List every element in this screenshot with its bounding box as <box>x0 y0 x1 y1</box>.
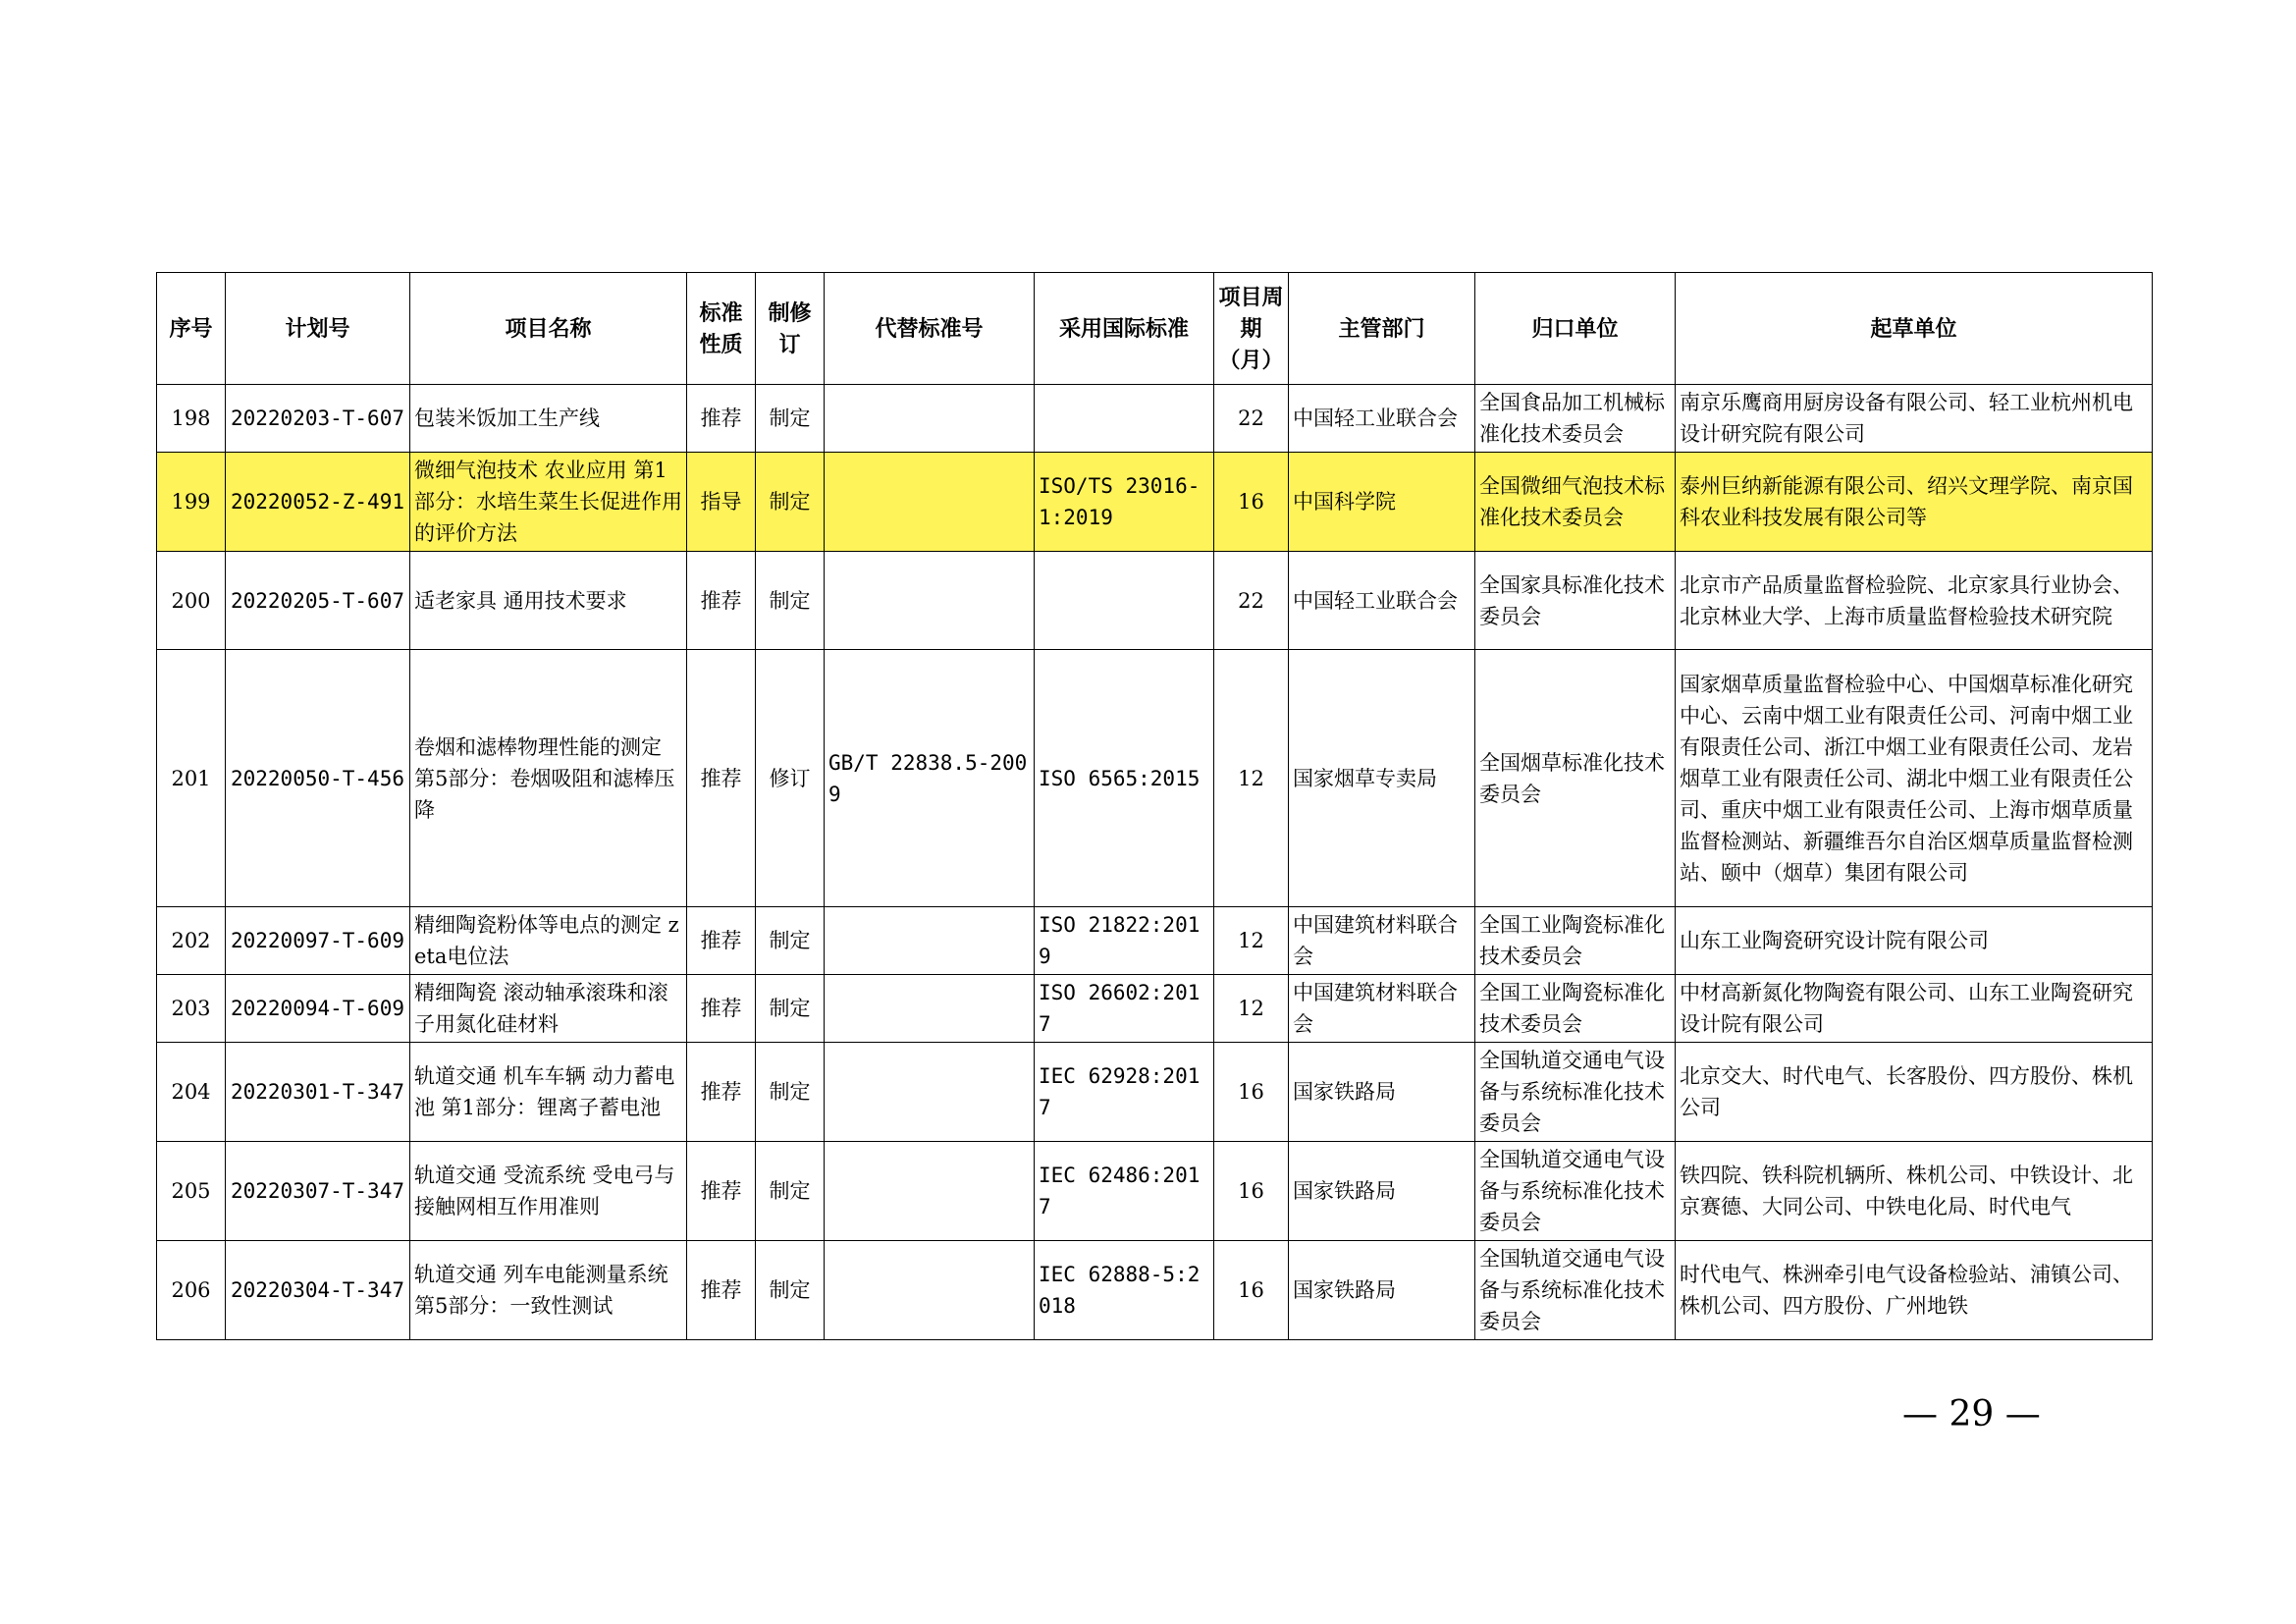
cell-dept: 国家烟草专卖局 <box>1289 650 1475 907</box>
cell-name: 精细陶瓷 滚动轴承滚珠和滚子用氮化硅材料 <box>410 975 687 1043</box>
cell-drafter: 山东工业陶瓷研究设计院有限公司 <box>1676 907 2153 975</box>
cell-name: 卷烟和滤棒物理性能的测定 第5部分：卷烟吸阻和滤棒压降 <box>410 650 687 907</box>
cell-intl: ISO 6565:2015 <box>1035 650 1214 907</box>
cell-period: 22 <box>1214 385 1289 453</box>
cell-dept: 中国轻工业联合会 <box>1289 385 1475 453</box>
cell-intl: ISO 21822:2019 <box>1035 907 1214 975</box>
cell-revise: 制定 <box>756 1043 825 1142</box>
cell-plan-no: 20220052-Z-491 <box>226 453 410 552</box>
header-revise: 制修订 <box>756 273 825 385</box>
cell-seq: 203 <box>157 975 226 1043</box>
cell-nature: 指导 <box>687 453 756 552</box>
standards-plan-table <box>156 272 2153 1340</box>
cell-seq: 201 <box>157 650 226 907</box>
cell-revise: 制定 <box>756 453 825 552</box>
page-number: — 29 — <box>1902 1394 2041 1435</box>
cell-seq: 206 <box>157 1241 226 1340</box>
cell-intl <box>1035 552 1214 650</box>
cell-plan-no: 20220304-T-347 <box>226 1241 410 1340</box>
cell-nature: 推荐 <box>687 650 756 907</box>
cell-unit: 全国工业陶瓷标准化技术委员会 <box>1475 975 1676 1043</box>
cell-name: 轨道交通 受流系统 受电弓与接触网相互作用准则 <box>410 1142 687 1241</box>
cell-period: 16 <box>1214 1241 1289 1340</box>
cell-plan-no: 20220097-T-609 <box>226 907 410 975</box>
cell-intl: ISO/TS 23016-1:2019 <box>1035 453 1214 552</box>
cell-intl: IEC 62486:2017 <box>1035 1142 1214 1241</box>
cell-drafter: 国家烟草质量监督检验中心、中国烟草标准化研究中心、云南中烟工业有限责任公司、河南中烟工业有限责任公司、浙江中烟工业有限责任公司、龙岩烟草工业有限责任公司、湖北中烟工业有限责任公司、重庆中烟工业有限责任公司、上海市烟草质量监督检测站、新疆维吾尔自治区烟草质量监督检测站、颐中（烟草）集团有限公司 <box>1676 650 2153 907</box>
cell-drafter: 中材高新氮化物陶瓷有限公司、山东工业陶瓷研究设计院有限公司 <box>1676 975 2153 1043</box>
cell-seq: 204 <box>157 1043 226 1142</box>
cell-period: 12 <box>1214 975 1289 1043</box>
header-plan-no: 计划号 <box>226 273 410 385</box>
cell-unit: 全国轨道交通电气设备与系统标准化技术委员会 <box>1475 1142 1676 1241</box>
cell-plan-no: 20220050-T-456 <box>226 650 410 907</box>
cell-revise: 制定 <box>756 1241 825 1340</box>
cell-replace <box>825 907 1035 975</box>
cell-name: 微细气泡技术 农业应用 第1部分：水培生菜生长促进作用的评价方法 <box>410 453 687 552</box>
cell-revise: 制定 <box>756 975 825 1043</box>
cell-unit: 全国轨道交通电气设备与系统标准化技术委员会 <box>1475 1043 1676 1142</box>
cell-drafter: 北京市产品质量监督检验院、北京家具行业协会、北京林业大学、上海市质量监督检验技术研究院 <box>1676 552 2153 650</box>
cell-drafter: 时代电气、株洲牵引电气设备检验站、浦镇公司、株机公司、四方股份、广州地铁 <box>1676 1241 2153 1340</box>
cell-intl: ISO 26602:2017 <box>1035 975 1214 1043</box>
cell-period: 12 <box>1214 907 1289 975</box>
header-seq: 序号 <box>157 273 226 385</box>
cell-revise: 制定 <box>756 552 825 650</box>
cell-dept: 国家铁路局 <box>1289 1142 1475 1241</box>
cell-period: 12 <box>1214 650 1289 907</box>
cell-name: 包装米饭加工生产线 <box>410 385 687 453</box>
cell-nature: 推荐 <box>687 1043 756 1142</box>
table-row <box>157 385 2153 453</box>
table-row <box>157 1043 2153 1142</box>
cell-replace <box>825 975 1035 1043</box>
cell-replace <box>825 453 1035 552</box>
cell-drafter: 铁四院、铁科院机辆所、株机公司、中铁设计、北京赛德、大同公司、中铁电化局、时代电气 <box>1676 1142 2153 1241</box>
cell-unit: 全国家具标准化技术委员会 <box>1475 552 1676 650</box>
cell-replace: GB/T 22838.5-2009 <box>825 650 1035 907</box>
cell-revise: 制定 <box>756 1142 825 1241</box>
cell-plan-no: 20220205-T-607 <box>226 552 410 650</box>
table-row <box>157 650 2153 907</box>
cell-seq: 198 <box>157 385 226 453</box>
cell-unit: 全国工业陶瓷标准化技术委员会 <box>1475 907 1676 975</box>
header-dept: 主管部门 <box>1289 273 1475 385</box>
cell-name: 精细陶瓷粉体等电点的测定 zeta电位法 <box>410 907 687 975</box>
cell-drafter: 北京交大、时代电气、长客股份、四方股份、株机公司 <box>1676 1043 2153 1142</box>
cell-revise: 修订 <box>756 650 825 907</box>
cell-unit: 全国烟草标准化技术委员会 <box>1475 650 1676 907</box>
table-row <box>157 552 2153 650</box>
cell-name: 适老家具 通用技术要求 <box>410 552 687 650</box>
cell-intl: IEC 62888-5:2018 <box>1035 1241 1214 1340</box>
cell-dept: 国家铁路局 <box>1289 1043 1475 1142</box>
table-body <box>157 385 2153 1340</box>
cell-plan-no: 20220094-T-609 <box>226 975 410 1043</box>
table-header-row <box>157 273 2153 385</box>
table-row <box>157 975 2153 1043</box>
cell-replace <box>825 552 1035 650</box>
cell-replace <box>825 1241 1035 1340</box>
cell-nature: 推荐 <box>687 1142 756 1241</box>
cell-replace <box>825 385 1035 453</box>
cell-period: 16 <box>1214 453 1289 552</box>
cell-nature: 推荐 <box>687 1241 756 1340</box>
cell-unit: 全国微细气泡技术标准化技术委员会 <box>1475 453 1676 552</box>
cell-period: 22 <box>1214 552 1289 650</box>
cell-dept: 中国轻工业联合会 <box>1289 552 1475 650</box>
cell-nature: 推荐 <box>687 385 756 453</box>
table-row <box>157 1241 2153 1340</box>
cell-unit: 全国轨道交通电气设备与系统标准化技术委员会 <box>1475 1241 1676 1340</box>
cell-period: 16 <box>1214 1043 1289 1142</box>
cell-drafter: 南京乐鹰商用厨房设备有限公司、轻工业杭州机电设计研究院有限公司 <box>1676 385 2153 453</box>
cell-seq: 205 <box>157 1142 226 1241</box>
cell-intl <box>1035 385 1214 453</box>
cell-revise: 制定 <box>756 907 825 975</box>
cell-dept: 中国建筑材料联合会 <box>1289 975 1475 1043</box>
cell-seq: 199 <box>157 453 226 552</box>
cell-seq: 202 <box>157 907 226 975</box>
header-replace: 代替标准号 <box>825 273 1035 385</box>
header-drafter: 起草单位 <box>1676 273 2153 385</box>
cell-seq: 200 <box>157 552 226 650</box>
header-name: 项目名称 <box>410 273 687 385</box>
cell-dept: 中国建筑材料联合会 <box>1289 907 1475 975</box>
cell-replace <box>825 1142 1035 1241</box>
table-row <box>157 453 2153 552</box>
cell-nature: 推荐 <box>687 552 756 650</box>
cell-replace <box>825 1043 1035 1142</box>
cell-intl: IEC 62928:2017 <box>1035 1043 1214 1142</box>
cell-name: 轨道交通 机车车辆 动力蓄电池 第1部分：锂离子蓄电池 <box>410 1043 687 1142</box>
header-nature: 标准性质 <box>687 273 756 385</box>
cell-revise: 制定 <box>756 385 825 453</box>
header-intl: 采用国际标准 <box>1035 273 1214 385</box>
cell-plan-no: 20220203-T-607 <box>226 385 410 453</box>
cell-dept: 中国科学院 <box>1289 453 1475 552</box>
cell-period: 16 <box>1214 1142 1289 1241</box>
cell-nature: 推荐 <box>687 975 756 1043</box>
header-unit: 归口单位 <box>1475 273 1676 385</box>
table-row <box>157 907 2153 975</box>
header-period: 项目周期（月） <box>1214 273 1289 385</box>
table-row <box>157 1142 2153 1241</box>
cell-dept: 国家铁路局 <box>1289 1241 1475 1340</box>
cell-plan-no: 20220301-T-347 <box>226 1043 410 1142</box>
cell-drafter: 泰州巨纳新能源有限公司、绍兴文理学院、南京国科农业科技发展有限公司等 <box>1676 453 2153 552</box>
cell-name: 轨道交通 列车电能测量系统 第5部分：一致性测试 <box>410 1241 687 1340</box>
cell-unit: 全国食品加工机械标准化技术委员会 <box>1475 385 1676 453</box>
cell-plan-no: 20220307-T-347 <box>226 1142 410 1241</box>
cell-nature: 推荐 <box>687 907 756 975</box>
